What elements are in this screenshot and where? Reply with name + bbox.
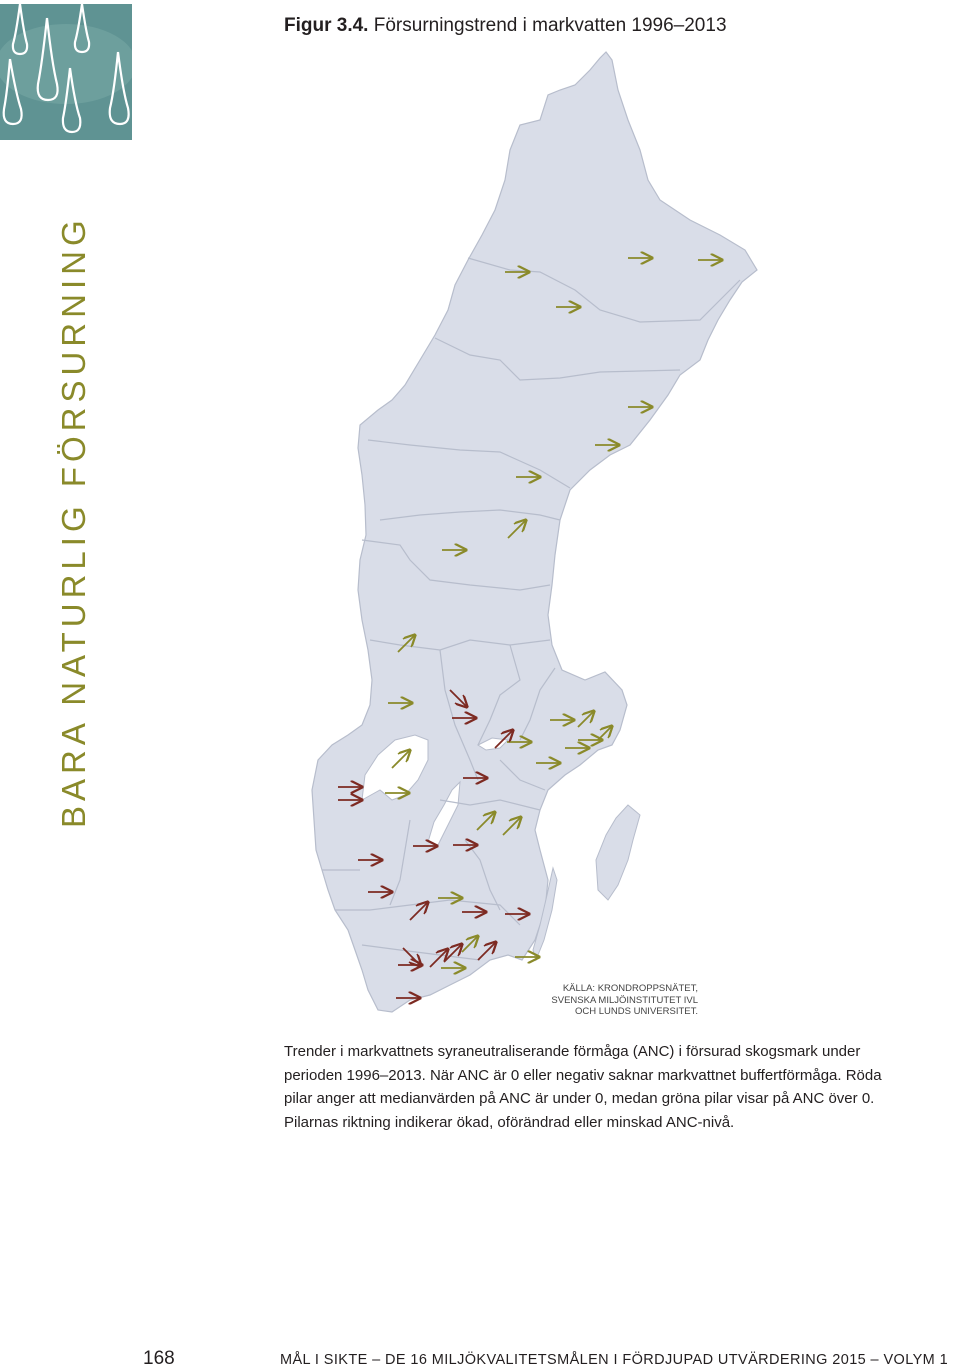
side-title: BARA NATURLIG FÖRSURNING xyxy=(55,215,92,828)
figure-title-text: Försurningstrend i markvatten 1996–2013 xyxy=(373,15,727,36)
page-number: 168 xyxy=(143,1348,175,1369)
source-note xyxy=(520,983,698,1018)
source-line: KÄLLA: KRONDROPPSNÄTET, xyxy=(562,983,698,994)
figure-number: Figur 3.4. xyxy=(284,15,369,36)
source-line: SVENSKA MILJÖINSTITUTET IVL xyxy=(551,994,698,1006)
sweden-map xyxy=(300,45,770,1020)
figure-title xyxy=(284,15,727,37)
source-line: OCH LUNDS UNIVERSITET. xyxy=(575,1006,698,1017)
footer-text: MÅL I SIKTE – DE 16 MILJÖKVALITETSMÅLEN I FÖRDJUPAD UTVÄRDERING 2015 – VOLYM 1 xyxy=(280,1352,949,1368)
raindrop-logo xyxy=(0,4,132,140)
sweden-mainland xyxy=(312,52,757,1012)
gotland-island xyxy=(596,805,640,900)
figure-caption: Trender i markvattnets syraneutraliserande förmåga (ANC) i försurad skogsmark under perioden 1996–2013. När ANC är 0 eller negativ saknar markvattnet buffertförmåga. Röda pilar anger att medianvärden på ANC är under 0, medan gröna pilar visar på ANC över 0. Pilarnas riktning indikerar ökad, oförändrad eller minskad ANC-nivå. xyxy=(284,1043,882,1131)
